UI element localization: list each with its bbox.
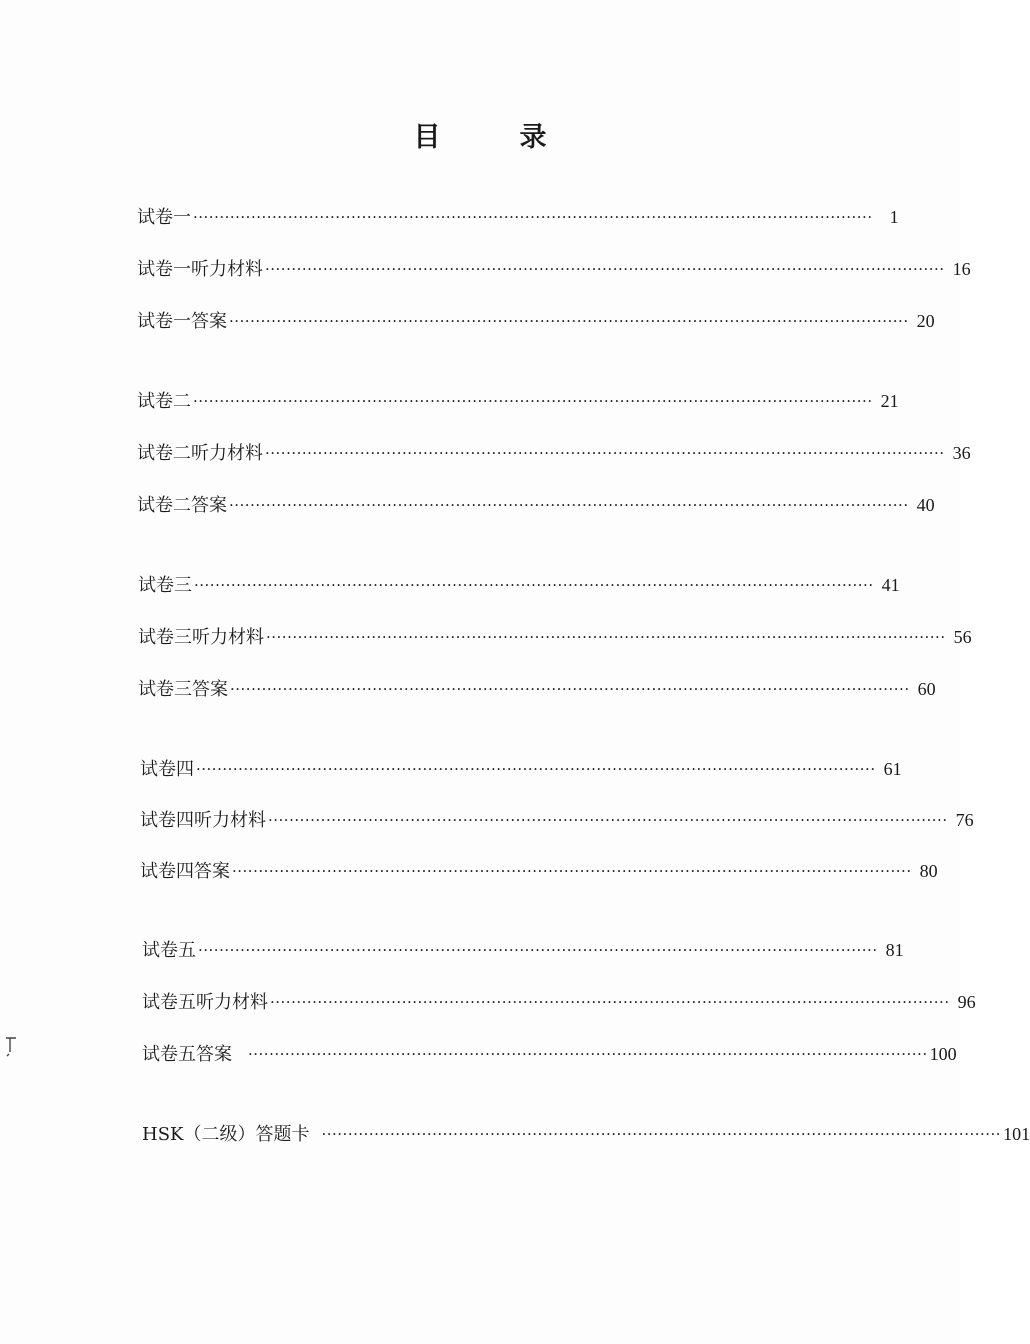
entry-page-number: 61 [883,759,902,779]
dot-leader: ································································································································· [268,811,948,829]
dot-leader: ································································································································· [193,392,873,410]
dot-leader: ································································································································· [248,1045,928,1063]
entry-page-number: 96 [957,992,976,1012]
entry-label: 试卷五 [142,940,196,961]
entry-page-number: 21 [880,391,899,411]
dot-leader: ································································································································· [321,1125,1002,1143]
entry-label: 试卷二 [137,391,191,412]
entry-page-number: 36 [952,443,971,463]
dot-leader: ································································································································· [266,628,946,646]
toc-entry-paper5 [142,935,904,965]
dot-leader: ································································································································· [270,993,950,1011]
dot-leader: ································································································································· [193,208,873,226]
toc-entry-paper2 [137,386,899,416]
dot-leader: ································································································································· [229,496,909,514]
toc-entry-paper1 [137,202,899,232]
entry-page-number: 100 [929,1044,957,1064]
toc-entry-answer-sheet [142,1119,1030,1149]
entry-label: 试卷一答案 [137,311,227,332]
entry-page-number: 1 [889,207,899,227]
toc-entry-paper1-listening [137,254,971,284]
entry-page-number: 41 [881,575,900,595]
dot-leader: ································································································································· [265,260,945,278]
entry-label: 试卷四 [140,759,194,780]
entry-label: 试卷三听力材料 [138,627,264,648]
entry-label: HSK（二级）答题卡 [142,1124,310,1145]
entry-label: 试卷二听力材料 [137,443,263,464]
entry-label: 试卷四听力材料 [140,810,266,831]
entry-label: 试卷一听力材料 [137,259,263,280]
toc-entry-paper3 [138,570,900,600]
dot-leader: ································································································································· [232,862,912,880]
toc-entry-paper5-answers [142,1039,957,1069]
entry-page-number: 101 [1003,1124,1030,1144]
entry-page-number: 81 [885,940,904,960]
entry-label: 试卷五听力材料 [142,992,268,1013]
entry-label: 试卷五答案 [142,1044,232,1065]
entry-page-number: 76 [955,810,974,830]
entry-page-number: 60 [917,679,936,699]
entry-label: 试卷三 [138,575,192,596]
page-title: 目 录 [413,122,573,153]
dot-leader: ································································································································· [198,941,878,959]
dot-leader: ································································································································· [194,576,874,594]
scan-margin-mark [4,1030,18,1060]
entry-page-number: 20 [916,311,935,331]
entry-label: 试卷三答案 [138,679,228,700]
dot-leader: ································································································································· [230,680,910,698]
toc-entry-paper4 [140,754,902,784]
toc-entry-paper3-answers [138,674,936,704]
dot-leader: ································································································································· [196,760,876,778]
toc-entry-paper5-listening [142,987,976,1017]
entry-page-number: 56 [953,627,972,647]
entry-page-number: 16 [952,259,971,279]
toc-entry-paper4-listening [140,805,974,835]
dot-leader: ································································································································· [229,312,909,330]
entry-label: 试卷一 [137,207,191,228]
toc-entry-paper3-listening [138,622,972,652]
toc-entry-paper1-answers [137,306,935,336]
entry-page-number: 80 [919,861,938,881]
toc-entry-paper4-answers [140,856,938,886]
toc-entry-paper2-listening [137,438,971,468]
entry-label: 试卷二答案 [137,495,227,516]
toc-entry-paper2-answers [137,490,935,520]
entry-label: 试卷四答案 [140,861,230,882]
dot-leader: ································································································································· [265,444,945,462]
entry-page-number: 40 [916,495,935,515]
